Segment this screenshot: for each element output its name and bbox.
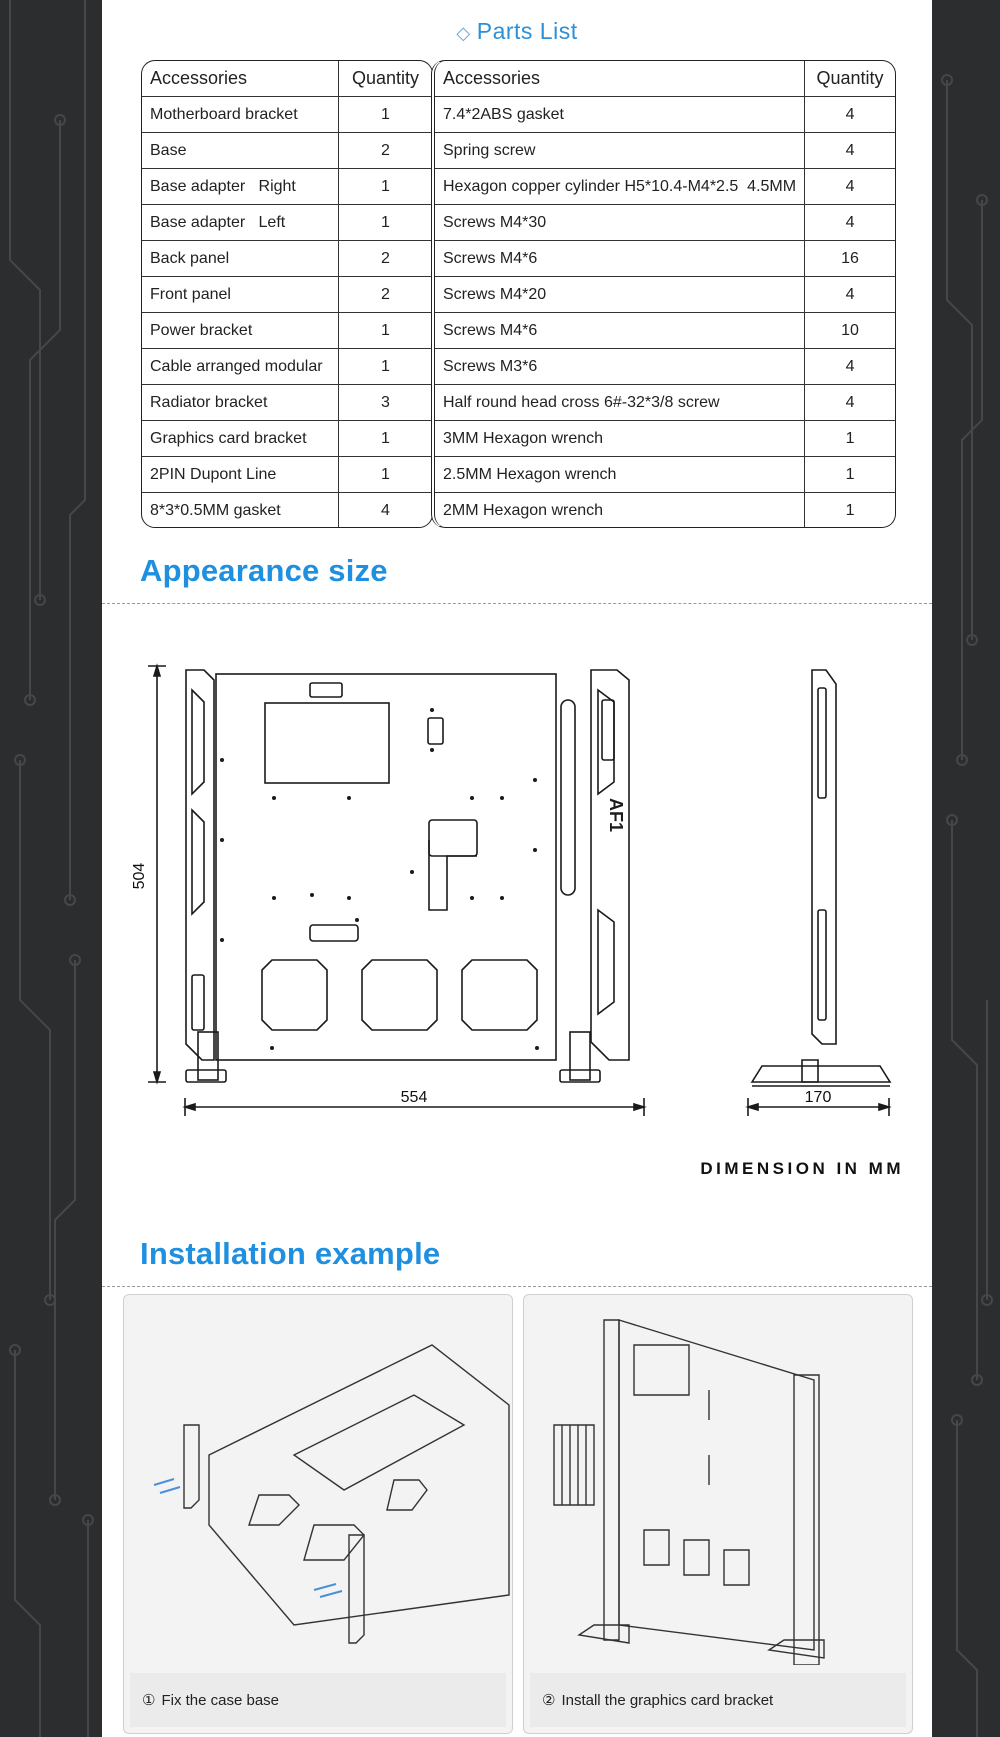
table-row bbox=[435, 313, 895, 349]
part-name: Half round head cross 6#-32*3/8 screw bbox=[435, 385, 805, 421]
table-row bbox=[142, 349, 432, 385]
table-row bbox=[142, 493, 432, 529]
table-row bbox=[435, 493, 895, 529]
part-name: Cable arranged modular bbox=[142, 349, 339, 385]
installation-example-title: Installation example bbox=[140, 1236, 441, 1271]
width-label: 554 bbox=[400, 1089, 428, 1106]
part-quantity: 1 bbox=[339, 313, 433, 349]
parts-table-right bbox=[431, 60, 896, 528]
part-name: Back panel bbox=[142, 241, 339, 277]
part-name: Power bracket bbox=[142, 313, 339, 349]
table-row bbox=[435, 133, 895, 169]
part-quantity: 4 bbox=[805, 97, 895, 133]
table-row bbox=[435, 457, 895, 493]
parts-table-left-body bbox=[142, 97, 432, 529]
part-name: Base adapter Right bbox=[142, 169, 339, 205]
install-step-card-1 bbox=[123, 1294, 513, 1734]
parts-list-title-text: Parts List bbox=[476, 18, 578, 44]
part-quantity: 3 bbox=[339, 385, 433, 421]
column-header: Quantity bbox=[805, 61, 895, 97]
height-label: 504 bbox=[131, 862, 148, 890]
part-name: Screws M4*6 bbox=[435, 313, 805, 349]
part-quantity: 1 bbox=[339, 169, 433, 205]
part-quantity: 1 bbox=[339, 421, 433, 457]
part-quantity: 2 bbox=[339, 277, 433, 313]
install-step-caption bbox=[530, 1673, 906, 1727]
install-step-card-2 bbox=[523, 1294, 913, 1734]
part-quantity: 1 bbox=[339, 97, 433, 133]
part-name: Graphics card bracket bbox=[142, 421, 339, 457]
divider bbox=[102, 1286, 932, 1287]
part-quantity: 2 bbox=[339, 241, 433, 277]
part-quantity: 4 bbox=[339, 493, 433, 529]
table-row bbox=[142, 277, 432, 313]
step-number: ② bbox=[542, 1692, 556, 1709]
column-header: Accessories bbox=[142, 61, 339, 97]
part-name: Screws M4*6 bbox=[435, 241, 805, 277]
part-quantity: 1 bbox=[805, 421, 895, 457]
part-quantity: 16 bbox=[805, 241, 895, 277]
appearance-size-title: Appearance size bbox=[140, 553, 388, 588]
dimension-unit-note: DIMENSION IN MM bbox=[700, 1159, 904, 1178]
part-quantity: 10 bbox=[805, 313, 895, 349]
part-quantity: 4 bbox=[805, 385, 895, 421]
step-text: Fix the case base bbox=[161, 1691, 280, 1709]
drawing-holes bbox=[220, 708, 539, 1050]
table-row bbox=[142, 313, 432, 349]
content-panel bbox=[102, 0, 932, 1737]
left-decorative-panel bbox=[0, 0, 102, 1737]
parts-table bbox=[141, 60, 893, 528]
table-row bbox=[142, 457, 432, 493]
part-quantity: 1 bbox=[339, 349, 433, 385]
dimension-drawing bbox=[102, 640, 932, 1140]
part-name: Spring screw bbox=[435, 133, 805, 169]
table-row bbox=[435, 241, 895, 277]
part-quantity: 4 bbox=[805, 169, 895, 205]
table-row bbox=[435, 385, 895, 421]
part-name: Screws M4*20 bbox=[435, 277, 805, 313]
install-illustration-base bbox=[124, 1295, 512, 1665]
part-name: Motherboard bracket bbox=[142, 97, 339, 133]
circuit-pattern-right bbox=[932, 0, 1000, 1737]
parts-table-left bbox=[141, 60, 433, 528]
column-header: Accessories bbox=[435, 61, 805, 97]
circuit-pattern-left bbox=[0, 0, 102, 1737]
table-row bbox=[435, 277, 895, 313]
part-quantity: 1 bbox=[339, 457, 433, 493]
table-row bbox=[142, 205, 432, 241]
part-name: Screws M4*30 bbox=[435, 205, 805, 241]
front-view bbox=[186, 670, 629, 1082]
part-name: Hexagon copper cylinder H5*10.4-M4*2.5 4.5MM bbox=[435, 169, 805, 205]
table-row bbox=[142, 133, 432, 169]
part-name: 2.5MM Hexagon wrench bbox=[435, 457, 805, 493]
part-name: Screws M3*6 bbox=[435, 349, 805, 385]
table-row bbox=[142, 421, 432, 457]
part-quantity: 4 bbox=[805, 349, 895, 385]
table-row bbox=[435, 97, 895, 133]
part-quantity: 1 bbox=[805, 493, 895, 529]
part-name: Radiator bracket bbox=[142, 385, 339, 421]
table-row bbox=[435, 205, 895, 241]
depth-label: 170 bbox=[804, 1089, 832, 1106]
part-quantity: 2 bbox=[339, 133, 433, 169]
table-row bbox=[435, 169, 895, 205]
side-view bbox=[752, 670, 890, 1086]
part-quantity: 1 bbox=[805, 457, 895, 493]
parts-table-right-body bbox=[435, 97, 895, 529]
diamond-icon: ◇ bbox=[456, 23, 471, 43]
part-name: Base adapter Left bbox=[142, 205, 339, 241]
table-row bbox=[435, 421, 895, 457]
part-quantity: 4 bbox=[805, 205, 895, 241]
case-logo: AF1 bbox=[606, 797, 626, 833]
part-name: 7.4*2ABS gasket bbox=[435, 97, 805, 133]
part-name: Base bbox=[142, 133, 339, 169]
part-name: 2PIN Dupont Line bbox=[142, 457, 339, 493]
column-header: Quantity bbox=[339, 61, 433, 97]
parts-list-title bbox=[102, 18, 932, 45]
part-name: 2MM Hexagon wrench bbox=[435, 493, 805, 529]
part-quantity: 4 bbox=[805, 277, 895, 313]
step-text: Install the graphics card bracket bbox=[561, 1691, 774, 1709]
table-row bbox=[142, 97, 432, 133]
part-quantity: 1 bbox=[339, 205, 433, 241]
step-number: ① bbox=[142, 1692, 156, 1709]
table-row bbox=[142, 241, 432, 277]
part-name: Front panel bbox=[142, 277, 339, 313]
divider bbox=[102, 603, 932, 604]
table-row bbox=[142, 169, 432, 205]
install-step-caption bbox=[130, 1673, 506, 1727]
part-name: 3MM Hexagon wrench bbox=[435, 421, 805, 457]
table-header-row bbox=[142, 61, 432, 97]
install-illustration-gpu-bracket bbox=[524, 1295, 912, 1665]
part-name: 8*3*0.5MM gasket bbox=[142, 493, 339, 529]
part-quantity: 4 bbox=[805, 133, 895, 169]
table-header-row bbox=[435, 61, 895, 97]
table-row bbox=[142, 385, 432, 421]
table-row bbox=[435, 349, 895, 385]
right-decorative-panel bbox=[932, 0, 1000, 1737]
